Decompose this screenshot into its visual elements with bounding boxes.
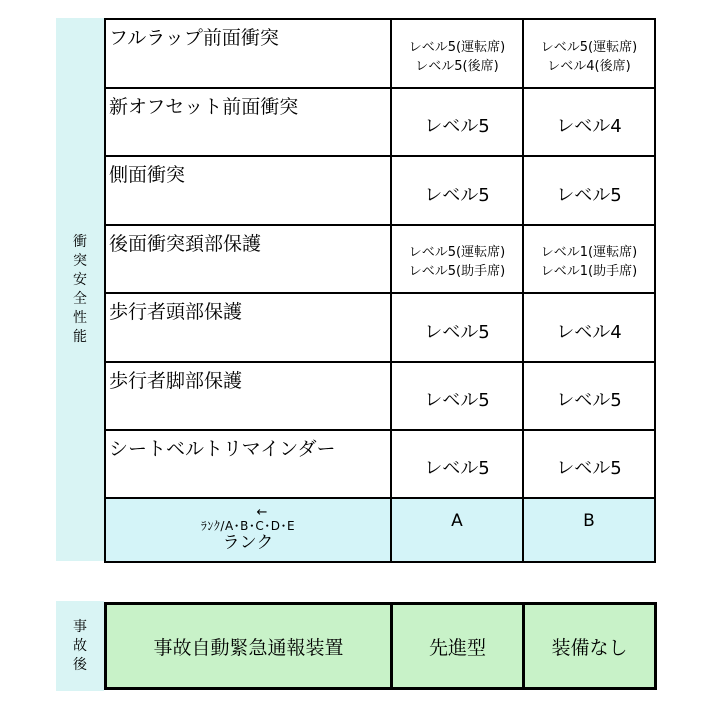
safety-col1-cell — [391, 430, 523, 498]
safety-item-label: 歩行者頭部保護 — [105, 293, 391, 362]
level-value: レベル4 — [556, 321, 622, 343]
level-value: レベル4(後席) — [547, 58, 631, 74]
side-label-char: 故 — [73, 637, 87, 654]
safety-col2-cell — [523, 293, 655, 362]
side-label-char: 能 — [73, 328, 87, 345]
side-label-char: 安 — [73, 271, 87, 288]
safety-item-label: 新オフセット前面衝突 — [105, 88, 391, 156]
level-value: レベル5 — [424, 458, 490, 479]
safety-col2-cell — [523, 156, 655, 225]
collision-safety-side-label — [56, 18, 104, 561]
rank-scale: ﾗﾝｸ/A･B･C･D･E — [200, 519, 296, 533]
safety-item-label: フルラップ前面衝突 — [105, 19, 391, 88]
safety-col1-cell — [391, 225, 523, 293]
level-value: レベル5(助手席) — [408, 264, 506, 279]
level-value: レベル1(運転席) — [540, 245, 638, 260]
safety-col1-cell — [391, 362, 523, 430]
side-label-char: 衝 — [73, 233, 87, 250]
side-label-char: 性 — [73, 309, 87, 326]
rank-row — [105, 498, 655, 562]
level-value: レベル5 — [556, 458, 622, 479]
level-value: レベル5 — [556, 184, 622, 206]
level-value: レベル5(運転席) — [408, 39, 506, 55]
level-value: レベル5 — [424, 116, 490, 137]
safety-col1-cell — [391, 156, 523, 225]
safety-item-label: シートベルトリマインダー — [105, 430, 391, 498]
safety-row — [105, 19, 655, 88]
safety-row — [105, 156, 655, 225]
post-accident-row — [106, 604, 656, 689]
level-value: レベル5(運転席) — [408, 245, 506, 260]
safety-col2-cell — [523, 88, 655, 156]
rank-arrow: ← — [256, 505, 268, 520]
level-value: レベル5(運転席) — [540, 39, 638, 55]
safety-col1-cell — [391, 19, 523, 88]
safety-col1-cell — [391, 88, 523, 156]
safety-col1-cell — [391, 293, 523, 362]
level-value: レベル5 — [424, 390, 490, 411]
emergency-call-col1: 先進型 — [392, 604, 524, 689]
safety-col2-cell — [523, 430, 655, 498]
post-accident-table — [104, 602, 657, 690]
rank-col1-value: A — [391, 498, 523, 562]
safety-row — [105, 225, 655, 293]
safety-item-label: 側面衝突 — [105, 156, 391, 225]
safety-col2-cell — [523, 362, 655, 430]
rank-label: ランク — [222, 533, 274, 553]
rank-label-cell — [105, 498, 391, 562]
rank-col2-value: B — [523, 498, 655, 562]
emergency-call-item: 事故自動緊急通報装置 — [106, 604, 392, 689]
level-value: レベル5 — [424, 184, 490, 206]
safety-row — [105, 362, 655, 430]
safety-row — [105, 430, 655, 498]
safety-col2-cell — [523, 19, 655, 88]
safety-item-label: 歩行者脚部保護 — [105, 362, 391, 430]
side-label-char: 全 — [73, 290, 87, 307]
level-value: レベル1(助手席) — [540, 264, 638, 279]
safety-row — [105, 88, 655, 156]
level-value: レベル5 — [424, 321, 490, 343]
side-label-char: 突 — [73, 252, 87, 269]
safety-col2-cell — [523, 225, 655, 293]
safety-row — [105, 293, 655, 362]
safety-item-label: 後面衝突頚部保護 — [105, 225, 391, 293]
level-value: レベル4 — [556, 116, 622, 137]
emergency-call-col2: 装備なし — [524, 604, 656, 689]
collision-safety-table — [104, 18, 656, 563]
side-label-char: 後 — [73, 656, 87, 673]
post-accident-side-label — [56, 601, 104, 691]
level-value: レベル5(後席) — [415, 58, 499, 74]
side-label-char: 事 — [73, 618, 87, 635]
level-value: レベル5 — [556, 390, 622, 411]
